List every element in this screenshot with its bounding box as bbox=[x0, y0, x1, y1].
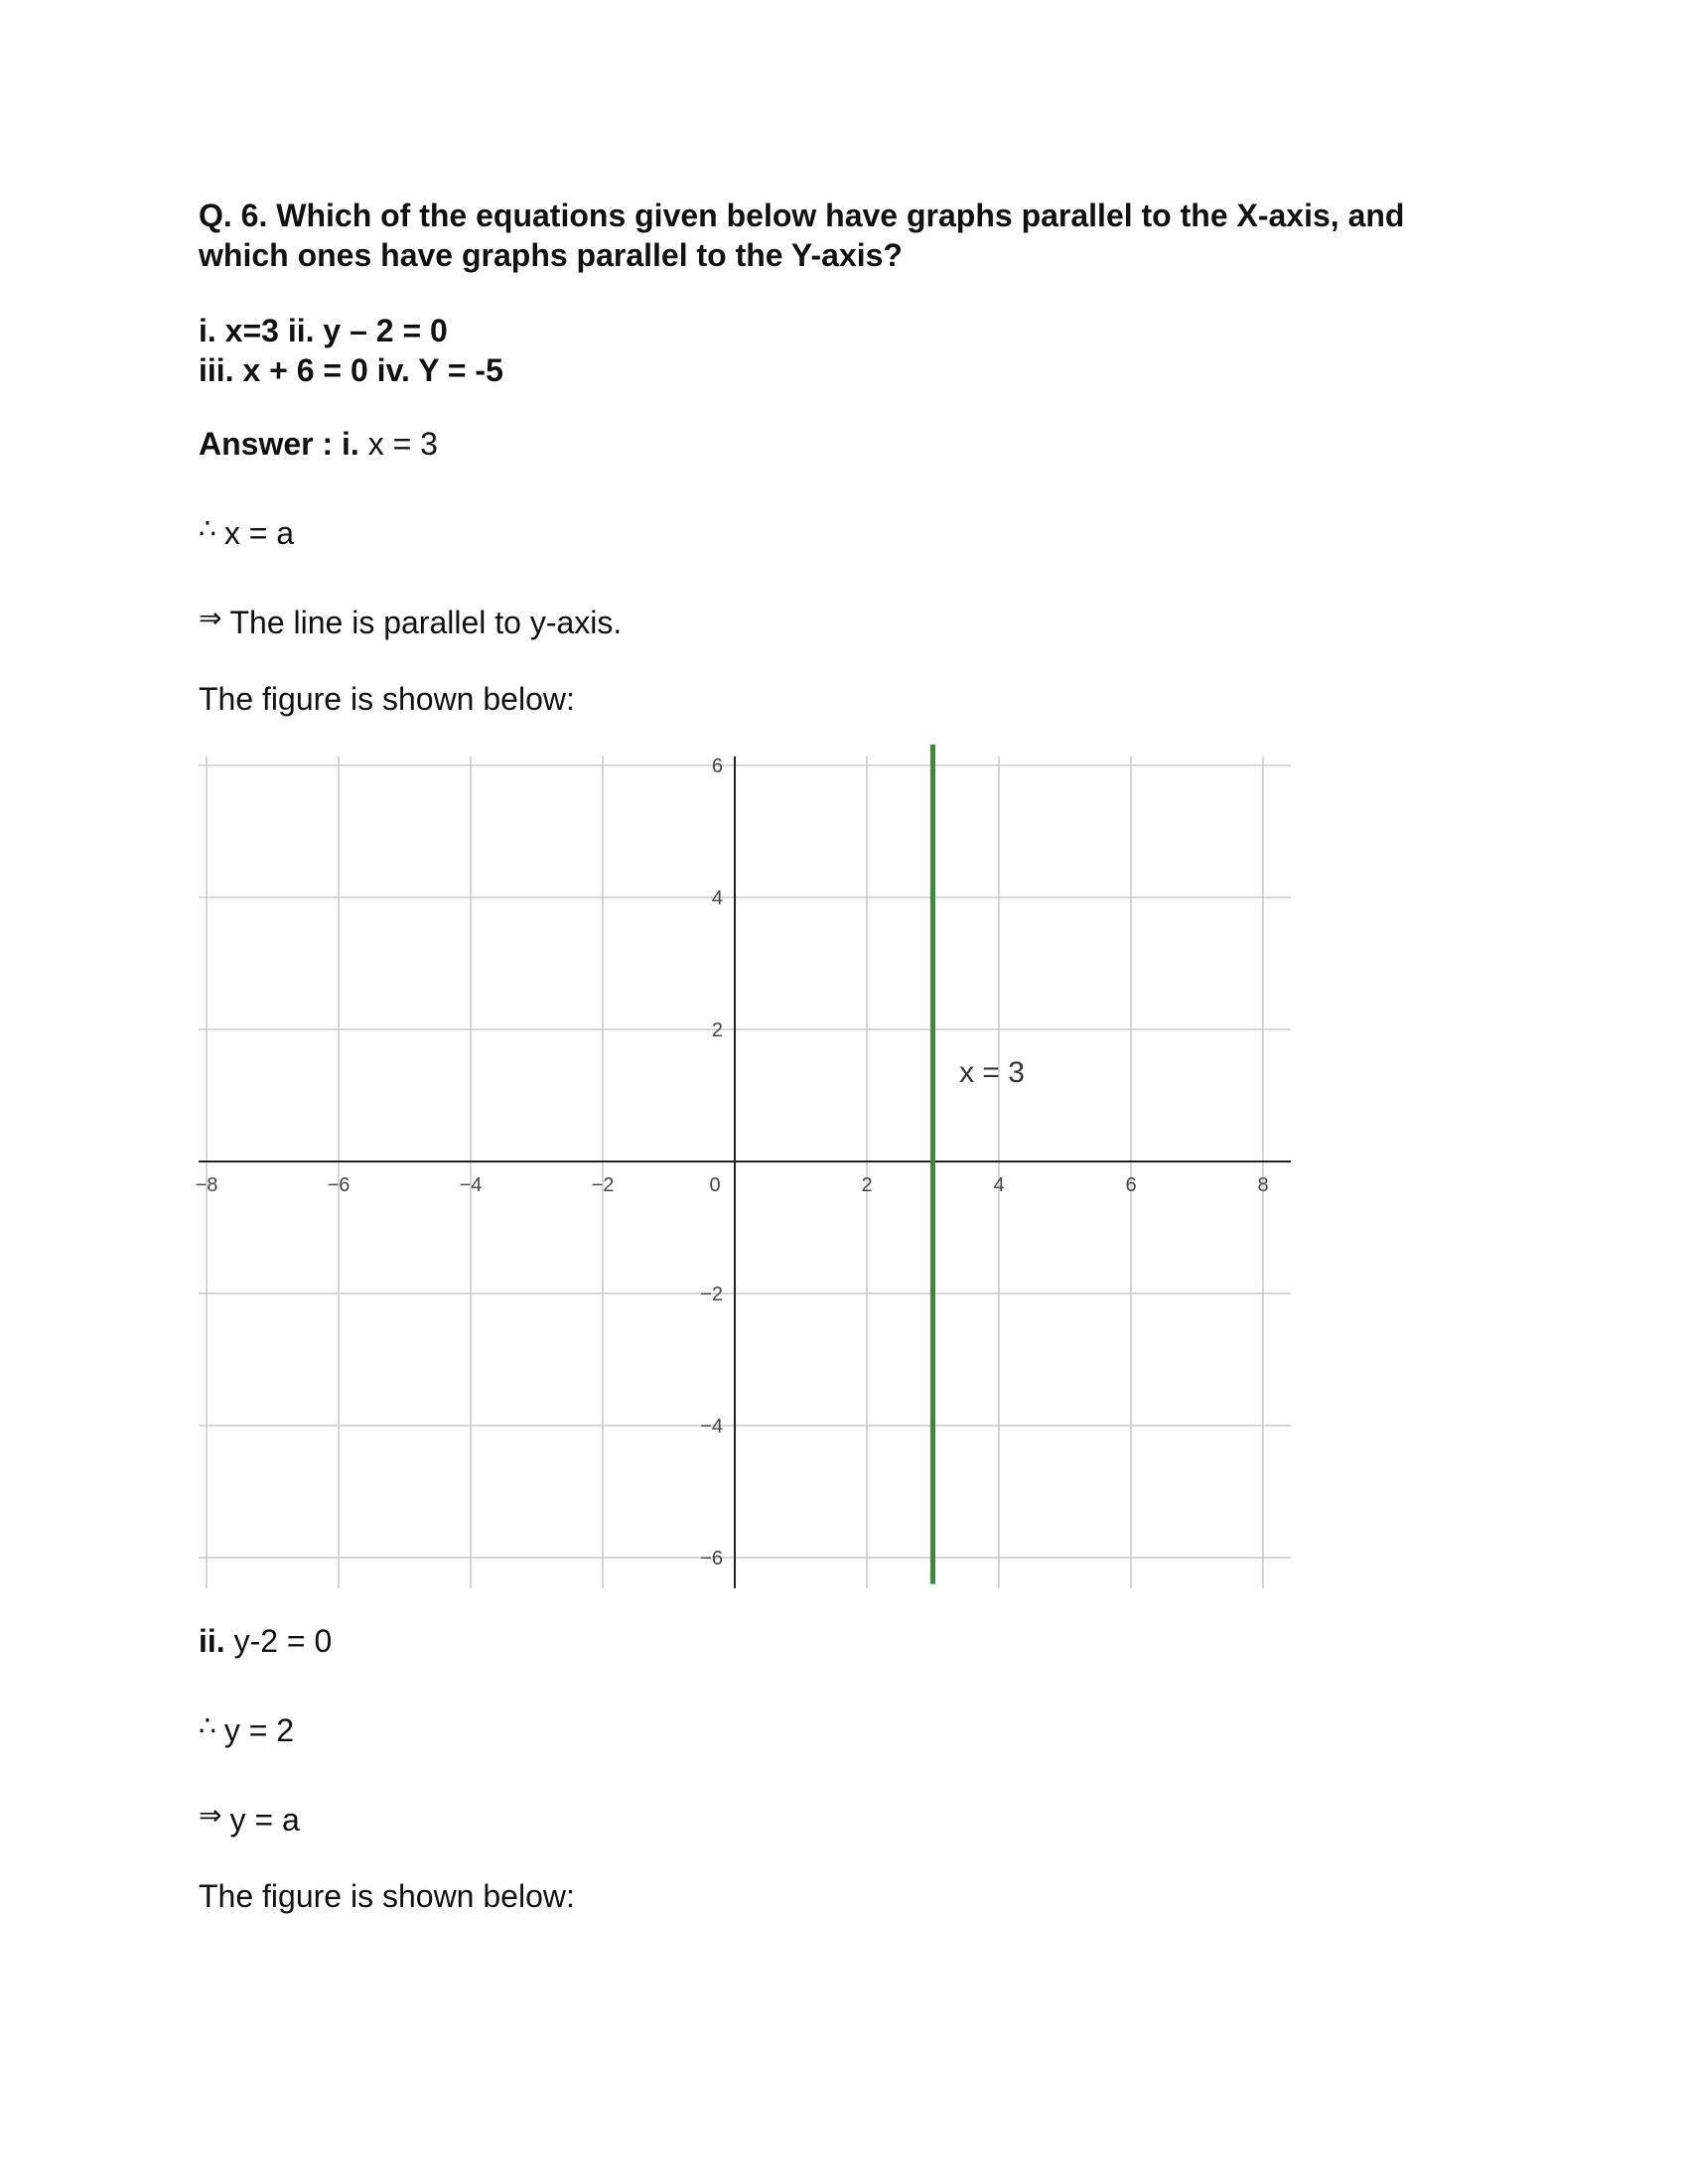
therefore-icon: ∴ bbox=[199, 512, 216, 545]
y-tick-label: 2 bbox=[711, 1020, 723, 1041]
part-ii-step-1-text: y = 2 bbox=[223, 1712, 295, 1748]
part-i-step-2 bbox=[199, 603, 622, 644]
question-line-1: Q. 6. Which of the equations given below have graphs parallel to the X-axis, and bbox=[199, 198, 1405, 233]
x-tick-label: 6 bbox=[1125, 1174, 1137, 1196]
equation-line-1: i. x=3 ii. y – 2 = 0 bbox=[199, 313, 448, 348]
part-ii-step-2-text: y = a bbox=[229, 1802, 300, 1838]
part-i-label: i. bbox=[342, 426, 359, 462]
implies-icon: ⇒ bbox=[199, 1799, 222, 1832]
x-tick-label: −6 bbox=[327, 1174, 351, 1196]
part-i-step-2-text: The line is parallel to y-axis. bbox=[229, 605, 623, 640]
y-tick-label: 4 bbox=[711, 887, 723, 909]
x-tick-label: −4 bbox=[459, 1174, 483, 1196]
y-tick-label: −4 bbox=[700, 1416, 723, 1437]
y-tick-label: −6 bbox=[700, 1548, 723, 1570]
x-tick-label: 2 bbox=[861, 1174, 873, 1196]
annotations bbox=[959, 1056, 1025, 1089]
part-i-step-1 bbox=[199, 513, 294, 555]
line-annotation-label: x = 3 bbox=[959, 1056, 1025, 1090]
y-tick-label: −2 bbox=[700, 1284, 723, 1305]
therefore-icon: ∴ bbox=[199, 1709, 216, 1742]
part-ii-equation: y-2 = 0 bbox=[224, 1623, 333, 1659]
equation-list bbox=[199, 311, 503, 390]
x-tick-label: −2 bbox=[591, 1174, 615, 1196]
x-tick-label: −8 bbox=[195, 1174, 218, 1196]
equation-line-2: iii. x + 6 = 0 iv. Y = -5 bbox=[199, 352, 503, 388]
part-ii-step-2 bbox=[199, 1800, 300, 1842]
grid-lines bbox=[199, 756, 1291, 1588]
part-ii-heading bbox=[199, 1621, 332, 1661]
part-i-equation: x = 3 bbox=[358, 426, 438, 462]
figure-caption-2: The figure is shown below: bbox=[199, 1878, 575, 1914]
answer-label: Answer : bbox=[199, 426, 343, 462]
question-text bbox=[199, 196, 1509, 275]
part-ii-step-1 bbox=[199, 1710, 294, 1752]
graph-x-equals-3 bbox=[189, 745, 1301, 1588]
figure-caption-1: The figure is shown below: bbox=[199, 681, 575, 717]
part-i-step-1-text: x = a bbox=[223, 515, 295, 551]
question-line-2: which ones have graphs parallel to the Y-axis? bbox=[199, 237, 903, 273]
axes bbox=[199, 756, 1291, 1588]
y-tick-label: 6 bbox=[711, 755, 723, 777]
implies-icon: ⇒ bbox=[199, 602, 222, 634]
part-ii-label: ii. bbox=[199, 1623, 225, 1659]
x-tick-label: 4 bbox=[993, 1174, 1005, 1196]
x-tick-label: 0 bbox=[709, 1174, 721, 1196]
x-tick-label: 8 bbox=[1257, 1174, 1269, 1196]
answer-heading bbox=[199, 424, 438, 464]
